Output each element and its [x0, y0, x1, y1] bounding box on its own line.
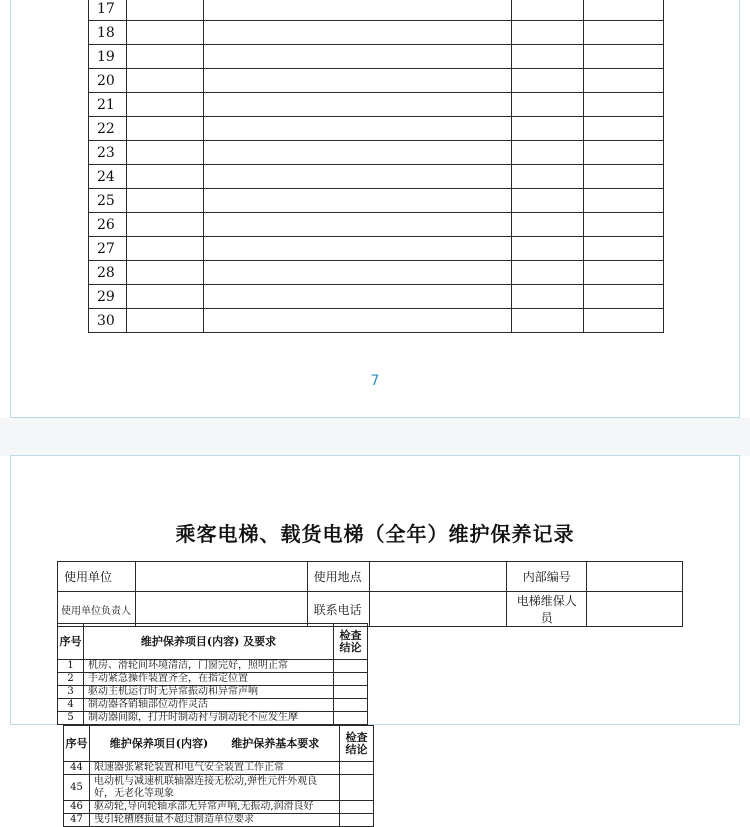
cell-date — [127, 237, 204, 261]
cell-confirm — [584, 285, 664, 309]
log-row — [89, 213, 664, 237]
log-row — [89, 117, 664, 141]
row-number: 29 — [89, 285, 127, 309]
cell-confirm — [584, 21, 664, 45]
item-number: 3 — [58, 686, 84, 699]
log-row — [89, 45, 664, 69]
cell-content — [204, 285, 512, 309]
cell-content — [204, 309, 512, 333]
item-row — [64, 762, 374, 775]
cell-content — [204, 261, 512, 285]
label-use-unit: 使用单位 — [58, 562, 136, 592]
item-row — [58, 699, 368, 712]
item-header — [90, 726, 340, 762]
item-check — [334, 673, 368, 686]
item-number: 1 — [58, 660, 84, 673]
cell-content — [204, 21, 512, 45]
cell-confirm — [584, 45, 664, 69]
item-check — [340, 801, 374, 814]
cell-content — [204, 165, 512, 189]
seq-header: 序号 — [58, 624, 84, 660]
value-maintainer — [587, 592, 683, 627]
item-number: 5 — [58, 712, 84, 725]
cell-confirm — [584, 213, 664, 237]
label-maintainer: 电梯维保人员 — [507, 592, 587, 627]
value-internal-no — [587, 562, 683, 592]
maintenance-log-table — [88, 0, 664, 333]
cell-date — [127, 21, 204, 45]
item-number: 45 — [64, 775, 90, 801]
cell-maintainer — [512, 309, 584, 333]
label-internal-no: 内部编号 — [507, 562, 587, 592]
cell-confirm — [584, 309, 664, 333]
items-table-right — [63, 725, 374, 827]
row-number: 27 — [89, 237, 127, 261]
cell-content — [204, 45, 512, 69]
page-number: 7 — [370, 373, 380, 389]
cell-maintainer — [512, 237, 584, 261]
log-row — [89, 141, 664, 165]
item-check — [340, 814, 374, 827]
row-number: 24 — [89, 165, 127, 189]
log-row — [89, 0, 664, 21]
cell-confirm — [584, 0, 664, 21]
check-header: 检查结论 — [340, 726, 374, 762]
cell-date — [127, 141, 204, 165]
cell-confirm — [584, 69, 664, 93]
item-header-requirement: 维护保养基本要求 — [231, 736, 320, 750]
log-row — [89, 93, 664, 117]
log-row — [89, 261, 664, 285]
row-number: 23 — [89, 141, 127, 165]
cell-maintainer — [512, 93, 584, 117]
cell-date — [127, 117, 204, 141]
row-number: 18 — [89, 21, 127, 45]
item-row — [58, 712, 368, 725]
page-top — [10, 0, 740, 418]
item-text: 曳引轮槽磨损量不超过制造单位要求 — [90, 814, 340, 827]
log-row — [89, 21, 664, 45]
page-gap — [0, 418, 750, 456]
row-number: 21 — [89, 93, 127, 117]
cell-maintainer — [512, 21, 584, 45]
row-number: 26 — [89, 213, 127, 237]
cell-content — [204, 69, 512, 93]
cell-confirm — [584, 189, 664, 213]
item-check — [334, 712, 368, 725]
item-row — [58, 660, 368, 673]
item-row — [58, 686, 368, 699]
cell-maintainer — [512, 45, 584, 69]
value-use-unit — [135, 562, 307, 592]
cell-date — [127, 309, 204, 333]
item-check — [340, 762, 374, 775]
item-row — [64, 814, 374, 827]
cell-content — [204, 189, 512, 213]
cell-date — [127, 0, 204, 21]
item-header-content: 维护保养项目(内容) — [109, 736, 209, 750]
item-text: 制动器间隙，打开时制动衬与制动轮不应发生摩 — [84, 712, 334, 725]
info-table — [57, 561, 683, 627]
items-table-left — [57, 623, 368, 725]
label-contact-phone: 联系电话 — [307, 592, 369, 627]
cell-content — [204, 0, 512, 21]
label-use-location: 使用地点 — [307, 562, 369, 592]
row-number: 22 — [89, 117, 127, 141]
cell-maintainer — [512, 165, 584, 189]
cell-date — [127, 93, 204, 117]
log-row — [89, 189, 664, 213]
item-row — [64, 775, 374, 801]
item-row — [58, 673, 368, 686]
cell-date — [127, 261, 204, 285]
value-contact-phone — [369, 592, 507, 627]
cell-maintainer — [512, 141, 584, 165]
cell-date — [127, 45, 204, 69]
cell-maintainer — [512, 285, 584, 309]
item-header: 维护保养项目(内容) 及要求 — [84, 624, 334, 660]
item-check — [334, 686, 368, 699]
cell-maintainer — [512, 213, 584, 237]
cell-date — [127, 213, 204, 237]
row-number: 19 — [89, 45, 127, 69]
cell-date — [127, 69, 204, 93]
value-unit-person — [135, 592, 307, 627]
cell-maintainer — [512, 117, 584, 141]
item-text: 驱动轮,导向轮轴承部无异常声响,无振动,润滑良好 — [90, 801, 340, 814]
cell-confirm — [584, 237, 664, 261]
item-text: 手动紧急操作装置齐全，在指定位置 — [84, 673, 334, 686]
cell-content — [204, 237, 512, 261]
log-row — [89, 309, 664, 333]
item-number: 44 — [64, 762, 90, 775]
cell-maintainer — [512, 189, 584, 213]
row-number: 25 — [89, 189, 127, 213]
row-number: 17 — [89, 0, 127, 21]
item-check — [340, 775, 374, 801]
item-text: 机房、滑轮间环境清洁，门窗完好，照明正常 — [84, 660, 334, 673]
log-row — [89, 285, 664, 309]
cell-confirm — [584, 261, 664, 285]
row-number: 20 — [89, 69, 127, 93]
item-check — [334, 660, 368, 673]
item-number: 46 — [64, 801, 90, 814]
check-header: 检查结论 — [334, 624, 368, 660]
item-text: 驱动主机运行时无异常振动和异常声响 — [84, 686, 334, 699]
cell-maintainer — [512, 0, 584, 21]
log-row — [89, 237, 664, 261]
cell-confirm — [584, 93, 664, 117]
row-number: 28 — [89, 261, 127, 285]
row-number: 30 — [89, 309, 127, 333]
cell-content — [204, 213, 512, 237]
cell-date — [127, 189, 204, 213]
item-number: 2 — [58, 673, 84, 686]
items-area — [57, 623, 683, 827]
cell-content — [204, 93, 512, 117]
label-unit-person: 使用单位负责人 — [58, 592, 136, 627]
cell-confirm — [584, 117, 664, 141]
cell-confirm — [584, 141, 664, 165]
item-row — [64, 801, 374, 814]
log-row — [89, 165, 664, 189]
item-text: 限速器张紧轮装置和电气安全装置工作正常 — [90, 762, 340, 775]
cell-confirm — [584, 165, 664, 189]
cell-date — [127, 285, 204, 309]
value-use-location — [369, 562, 507, 592]
log-row — [89, 69, 664, 93]
seq-header: 序号 — [64, 726, 90, 762]
cell-maintainer — [512, 69, 584, 93]
cell-maintainer — [512, 261, 584, 285]
cell-content — [204, 117, 512, 141]
cell-content — [204, 141, 512, 165]
item-text: 制动器各销轴部位动作灵活 — [84, 699, 334, 712]
page-record — [10, 455, 740, 825]
cell-date — [127, 165, 204, 189]
item-text: 电动机与减速机联轴器连接无松动,弹性元件外观良好，无老化等现象 — [90, 775, 340, 801]
item-number: 4 — [58, 699, 84, 712]
item-number: 47 — [64, 814, 90, 827]
document-title: 乘客电梯、载货电梯（全年）维护保养记录 — [175, 522, 575, 546]
item-check — [334, 699, 368, 712]
